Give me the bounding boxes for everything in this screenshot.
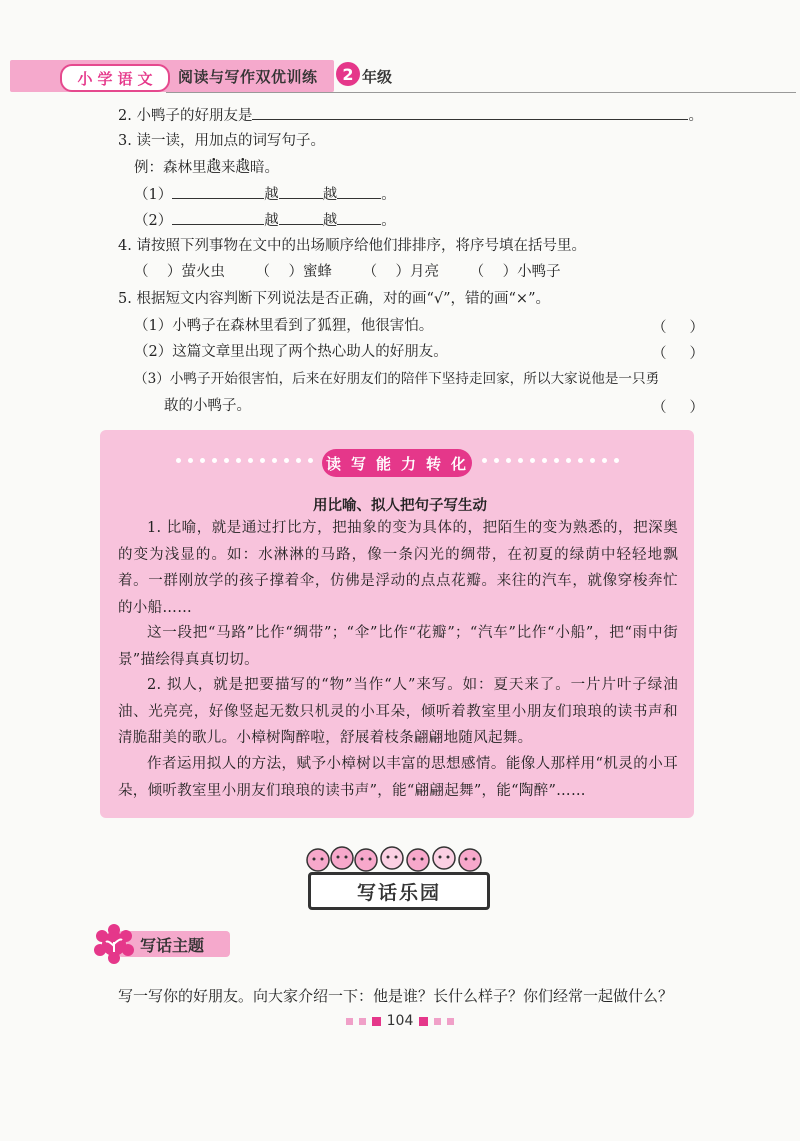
example-text: 来 xyxy=(221,160,236,176)
grade-label: 年级 xyxy=(362,68,393,86)
book-title: 阅读与写作双优训练 xyxy=(178,68,318,86)
title-char: 转 xyxy=(426,454,444,473)
question-3-label: 3. 读一读，用加点的词写句子。 xyxy=(118,133,325,149)
answer-blank[interactable] xyxy=(172,183,264,199)
paragraph-personification: 2. 拟人，就是把要描写的“物”当作“人”来写。如：夏天来了。一片片叶子绿油油、光亮亮，好像竖起无数只机灵的小耳朵，倾听着教室里小朋友们琅琅的读书声和清脆甜美的歌儿。小樟树陶醉啦，舒展着枝条翩翩地随风起舞。 xyxy=(118,677,678,746)
title-char: 力 xyxy=(401,454,419,473)
writing-task: 写一写你的好朋友。向大家介绍一下：他是谁？长什么样子？你们经常一起做什么？ xyxy=(118,987,674,1005)
punct: 。 xyxy=(688,108,703,124)
order-bracket[interactable]: （ ） xyxy=(362,264,411,280)
question-4-label: 4. 请按照下列事物在文中的出场顺序给他们排排序，将序号填在括号里。 xyxy=(118,238,586,254)
judge-bracket[interactable]: （ ） xyxy=(652,400,705,416)
punct: 。 xyxy=(381,213,396,229)
decor-dots-left xyxy=(176,458,313,466)
answer-blank[interactable] xyxy=(279,183,323,199)
title-char: 写 xyxy=(350,454,368,473)
yue: 越 xyxy=(322,187,338,203)
example-text: 暗。 xyxy=(250,160,279,176)
judge-bracket[interactable]: （ ） xyxy=(652,346,705,362)
yue: 越 xyxy=(322,213,338,229)
decor-square xyxy=(447,1018,454,1025)
statement-3: （3）小鸭子开始很害怕，后来在好朋友们的陪伴下坚持走回家，所以大家说他是一只勇 xyxy=(134,371,660,387)
paragraph-metaphor-note: 这一段把“马路”比作“绸带”；“伞”比作“花瓣”；“汽车”比作“小船”，把“雨中街景”描绘得真真切切。 xyxy=(118,625,678,668)
writing-banner xyxy=(308,872,490,910)
punct: 。 xyxy=(381,187,396,203)
example-emph: 越 xyxy=(206,160,221,176)
title-char: 能 xyxy=(375,454,393,473)
question-3-line-2 xyxy=(134,209,396,231)
question-5-label: 5. 根据短文内容判断下列说法是否正确，对的画“√”，错的画“×”。 xyxy=(118,291,550,307)
statement-1: （1）小鸭子在森林里看到了狐狸，他很害怕。 xyxy=(134,318,434,334)
answer-blank[interactable] xyxy=(279,209,323,225)
answer-blank[interactable] xyxy=(337,209,381,225)
subject-char: 小 xyxy=(77,69,93,88)
banner-text: 写话乐园 xyxy=(356,881,441,904)
item-firefly: 萤火虫 xyxy=(181,264,225,280)
question-3-example xyxy=(134,158,279,178)
subject-char: 语 xyxy=(117,69,133,88)
subject-char: 文 xyxy=(137,69,153,88)
topic-label: 写话主题 xyxy=(140,936,205,955)
order-bracket[interactable]: （ ） xyxy=(255,264,303,280)
order-bracket[interactable]: （ ） xyxy=(469,264,518,280)
question-4-items xyxy=(134,262,561,282)
decor-dots-right xyxy=(482,458,619,466)
question-3-line-1 xyxy=(134,183,396,205)
title-char: 读 xyxy=(325,454,343,473)
yue: 越 xyxy=(264,213,279,229)
answer-blank[interactable] xyxy=(172,209,264,225)
statement-3-cont: 敢的小鸭子。 xyxy=(164,398,251,414)
decor-square xyxy=(372,1017,381,1026)
section-title xyxy=(322,449,472,477)
yue: 越 xyxy=(264,187,279,203)
page-number-text: 104 xyxy=(386,1013,414,1029)
decor-square xyxy=(346,1018,353,1025)
judge-bracket[interactable]: （ ） xyxy=(652,320,705,336)
item-duckling: 小鸭子 xyxy=(517,264,561,280)
grade-number: 2 xyxy=(336,62,360,86)
item-moon: 月亮 xyxy=(410,264,440,280)
decor-square xyxy=(419,1017,428,1026)
flower-icon xyxy=(92,922,136,966)
subject-tag xyxy=(60,64,170,92)
example-text: 例：森林里 xyxy=(134,160,207,176)
answer-blank[interactable] xyxy=(252,104,688,120)
subject-char: 学 xyxy=(97,69,113,88)
cartoon-faces-icon xyxy=(300,840,496,876)
question-2-label: 2. 小鸭子的好朋友是 xyxy=(118,108,253,124)
order-bracket[interactable]: （ ） xyxy=(134,264,182,280)
question-2 xyxy=(118,104,703,126)
header-divider xyxy=(166,92,796,93)
paragraph-personification-note: 作者运用拟人的方法，赋予小樟树以丰富的思想感情。能像人那样用“机灵的小耳朵，倾听教室里小朋友们琅琅的读书声”，能“翩翩起舞”，能“陶醉”…… xyxy=(118,756,678,799)
item-bee: 蜜蜂 xyxy=(302,264,332,280)
line-number: （1） xyxy=(134,187,173,203)
example-emph: 越 xyxy=(235,160,250,176)
answer-blank[interactable] xyxy=(337,183,381,199)
box-heading: 用比喻、拟人把句子写生动 xyxy=(313,498,487,514)
page-number xyxy=(0,1013,800,1029)
paragraph-metaphor: 1. 比喻，就是通过打比方，把抽象的变为具体的，把陌生的变为熟悉的，把深奥的变为浅显的。如：水淋淋的马路，像一条闪光的绸带，在初夏的绿荫中轻轻地飘着。一群刚放学的孩子撑着伞，仿佛是浮动的点点花瓣。来往的汽车，就像穿梭奔忙的小船…… xyxy=(118,520,678,616)
decor-square xyxy=(434,1018,441,1025)
statement-2: （2）这篇文章里出现了两个热心助人的好朋友。 xyxy=(134,344,448,360)
line-number: （2） xyxy=(134,213,173,229)
title-char: 化 xyxy=(451,454,469,473)
decor-square xyxy=(359,1018,366,1025)
